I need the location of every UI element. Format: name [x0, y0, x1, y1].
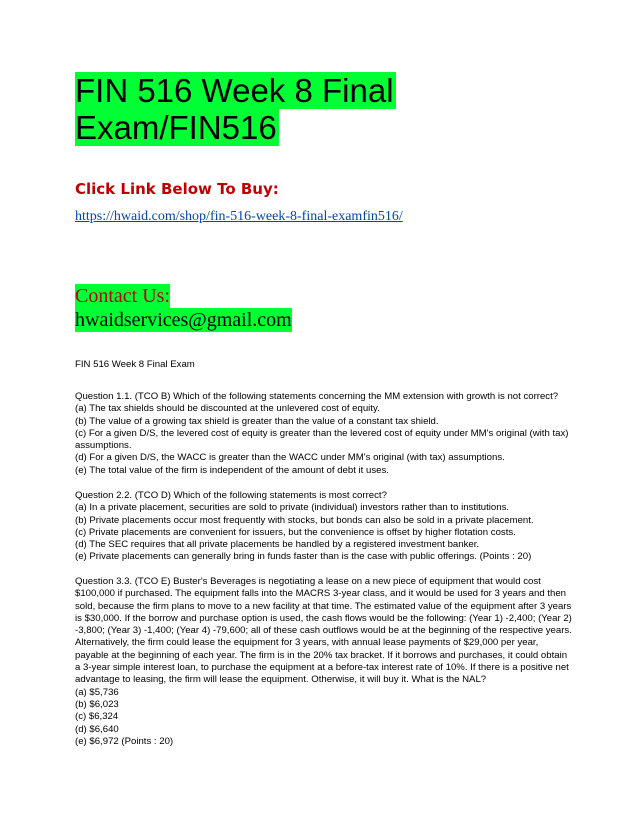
question-3-option-c: (c) $6,324	[75, 711, 119, 723]
question-3-stem-line: payable at the beginning of each year. The firm is in the 20% tax bracket. If it borrows and purchases, it could obtain	[75, 649, 568, 661]
question-2-option-c: (c) Private placements are convenient for issuers, but the convenience is offset by higher flotation costs.	[75, 526, 516, 538]
question-3-stem-line: Alternatively, the firm could lease the equipment for 3 years, with annual lease payments of $29,000 per year,	[75, 637, 539, 649]
question-1-option-e: (e) The total value of the firm is independent of the amount of debt it uses.	[75, 464, 389, 476]
question-3	[75, 576, 595, 748]
click-link-label: Click Link Below To Buy:	[75, 180, 279, 198]
contact-email[interactable]: hwaidservices@gmail.com	[75, 309, 292, 331]
question-3-stem-line: -3,800; (Year 3) -1,400; (Year 4) -79,600; all of these cash outflows would be at the beginning of the respective years.	[75, 625, 572, 637]
question-1-option-d: (d) For a given D/S, the WACC is greater than the WACC under MM's original (with tax) assumptions.	[75, 452, 505, 464]
product-link[interactable]: https://hwaid.com/shop/fin-516-week-8-final-examfin516/	[75, 209, 403, 224]
doc-heading	[75, 359, 595, 371]
question-1-option-c-cont: assumptions.	[75, 440, 132, 452]
question-2-stem: Question 2.2. (TCO D) Which of the following statements is most correct?	[75, 490, 387, 501]
question-2-option-e: (e) Private placements can generally bring in funds faster than is the case with public offerings. (Points : 20)	[75, 551, 532, 563]
contact-block	[75, 284, 292, 332]
question-1-option-a: (a) The tax shields should be discounted at the unlevered cost of equity.	[75, 403, 380, 415]
question-2-option-a: (a) In a private placement, securities are sold to private (individual) investors rather than to institutions.	[75, 502, 510, 514]
question-3-stem-line: $100,000 if purchased. The equipment falls into the MACRS 3-year class, and it would be used for 3 years and then	[75, 588, 566, 600]
page-title	[75, 72, 455, 146]
doc-heading-text: FIN 516 Week 8 Final Exam	[75, 359, 195, 370]
question-3-stem-line: is $30,000. If the borrow and purchase option is used, the cash flows would be the following: (Year 1) -2,400; (Year 2)	[75, 612, 572, 624]
question-3-stem-line: Question 3.3. (TCO E) Buster's Beverages is negotiating a lease on a new piece of equipment that would cost	[75, 576, 541, 587]
question-3-option-a: (a) $5,736	[75, 686, 119, 698]
question-3-option-b: (b) $6,023	[75, 698, 119, 710]
question-1	[75, 391, 595, 477]
question-1-option-c: (c) For a given D/S, the levered cost of equity is greater than the levered cost of equity under MM's original (with tax)	[75, 427, 569, 439]
title-line-1: FIN 516 Week 8 Final	[75, 72, 394, 109]
question-2-option-b: (b) Private placements occur most frequently with stocks, but bonds can also be sold in a private placement.	[75, 514, 534, 526]
question-3-stem-line: a 3-year simple interest loan, to purchase the equipment at a before-tax interest rate of 10%. If there is a positive net	[75, 662, 569, 674]
question-3-option-d: (d) $6,640	[75, 723, 119, 735]
question-3-option-e: (e) $6,972 (Points : 20)	[75, 735, 174, 747]
question-2-option-d: (d) The SEC requires that all private placements be handled by a registered investment banker.	[75, 539, 480, 551]
title-line-2: Exam/FIN516	[75, 109, 277, 146]
question-3-stem-line: sold, because the firm plans to move to a new facility at that time. The estimated value of the equipment after 3 years	[75, 600, 572, 612]
question-1-stem: Question 1.1. (TCO B) Which of the following statements concerning the MM extension with growth is not correct?	[75, 391, 559, 402]
question-1-option-b: (b) The value of a growing tax shield is greater than the value of a constant tax shield.	[75, 415, 439, 427]
question-2	[75, 490, 595, 564]
question-3-stem-line: advantage to leasing, the firm will lease the equipment. Otherwise, it will buy it. What is the NAL?	[75, 674, 487, 686]
contact-label: Contact Us:	[75, 285, 170, 307]
